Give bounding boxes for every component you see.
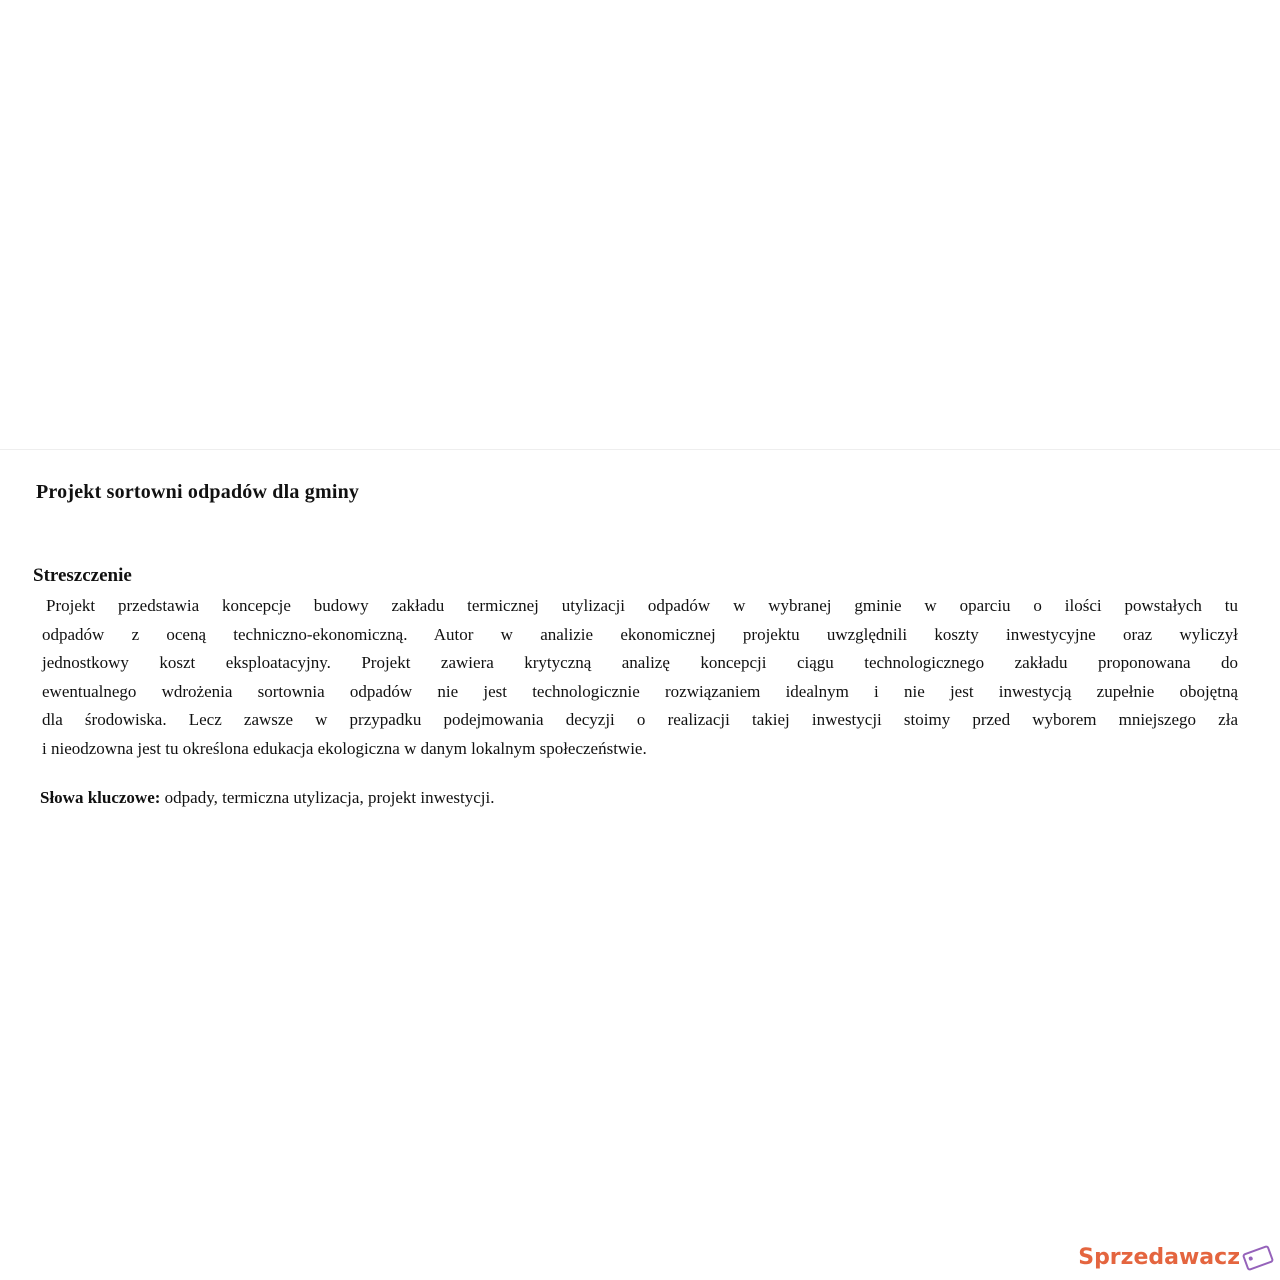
abstract-line: ewentualnego wdrożenia sortownia odpadów nie jest technologicznie rozwiązaniem idealnym i nie jest inwestycją zupełnie obojętną (42, 681, 1238, 701)
abstract-heading: Streszczenie (33, 565, 132, 586)
abstract-line: Projekt przedstawia koncepcje budowy zakładu termicznej utylizacji odpadów w wybranej gminie w oparciu o ilości powstałych tu (46, 596, 1238, 615)
keywords-label: Słowa kluczowe: (40, 788, 161, 807)
document-title: Projekt sortowni odpadów dla gminy (36, 481, 360, 503)
watermark-text: Sprzedawacz (1078, 1245, 1240, 1270)
abstract-body (42, 592, 1238, 764)
abstract-line: jednostkowy koszt eksploatacyjny. Projekt zawiera krytyczną analizę koncepcji ciągu technologicznego zakładu proponowana do (42, 653, 1238, 673)
abstract-line: odpadów z oceną techniczno-ekonomiczną. Autor w analizie ekonomicznej projektu uwzględnili koszty inwestycyjne oraz wyliczył (42, 624, 1238, 644)
watermark-logo (1078, 1245, 1272, 1270)
price-tag-icon (1242, 1244, 1274, 1270)
keywords-text: odpady, termiczna utylizacja, projekt inwestycji. (160, 788, 495, 807)
abstract-line: i nieodzowna jest tu określona edukacja ekologiczna w danym lokalnym społeczeństwie. (42, 738, 647, 758)
abstract-line: dla środowiska. Lecz zawsze w przypadku podejmowania decyzji o realizacji takiej inwestycji stoimy przed wyborem mniejszego zła (42, 710, 1238, 730)
keywords-line (40, 788, 494, 808)
page-divider (0, 449, 1280, 450)
